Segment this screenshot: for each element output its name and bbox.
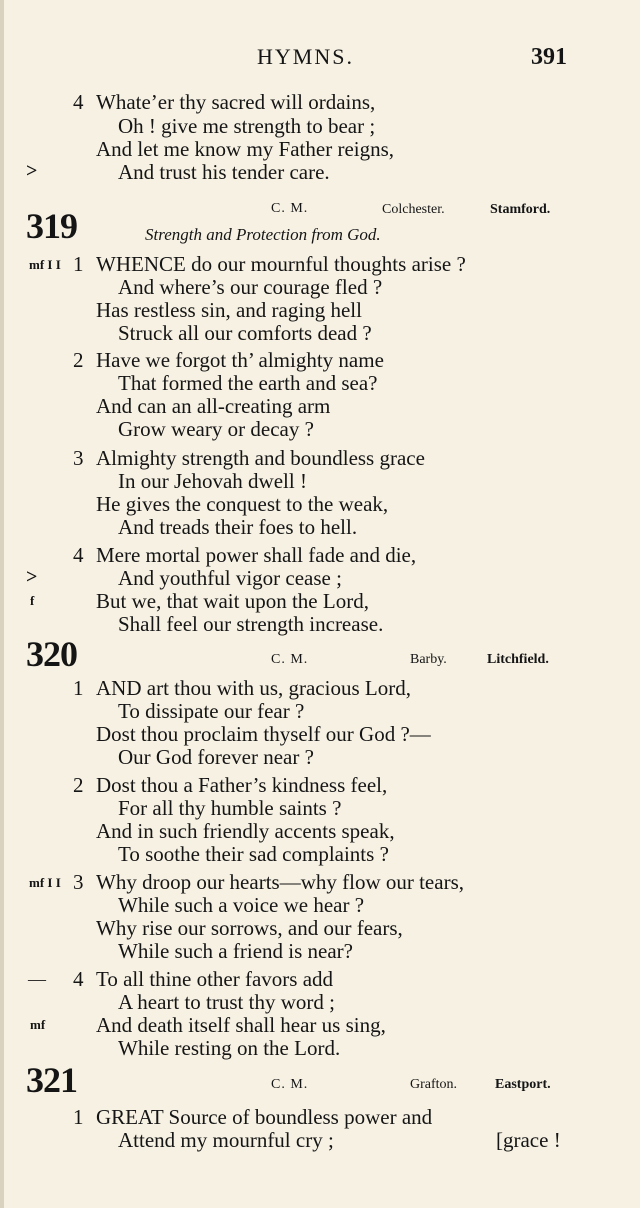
hymn-number: 321 (26, 1060, 77, 1100)
verse-line-rest: art thou with us, gracious Lord, (146, 676, 411, 700)
verse-line: And can an all-creating arm (96, 394, 331, 418)
stanza-number: 4 (73, 90, 84, 114)
dash-mark: — (28, 969, 46, 989)
verse-line: Why rise our sorrows, and our fears, (96, 916, 403, 940)
stanza-number: 2 (73, 348, 84, 372)
verse-line: To all thine other favors add (96, 967, 334, 991)
verse-line: That formed the earth and sea? (118, 371, 378, 395)
verse-line: Struck all our comforts dead ? (118, 321, 372, 345)
verse-line: While resting on the Lord. (118, 1036, 341, 1060)
initial-caps: AND (96, 676, 142, 700)
accent-mark: > (26, 160, 38, 182)
tune-name: Barby. (410, 652, 447, 667)
verse-line (96, 1105, 432, 1130)
verse-line: And death itself shall hear us sing, (96, 1013, 386, 1037)
verse-line (96, 676, 411, 701)
verse-line-rest: Source of boundless power and (168, 1105, 433, 1129)
tune-name: Colchester. (382, 202, 445, 217)
initial-caps: WHENCE (96, 252, 186, 276)
tune-name: Grafton. (410, 1077, 458, 1092)
verse-line: Has restless sin, and raging hell (96, 298, 362, 322)
verse-line: While such a friend is near? (118, 939, 353, 963)
verse-line: Shall feel our strength increase. (118, 612, 384, 636)
initial-caps: GREAT (96, 1105, 164, 1129)
stanza-number: 3 (73, 870, 84, 894)
stanza-number: 4 (73, 967, 84, 991)
verse-line: For all thy humble saints ? (118, 796, 342, 820)
verse-line: He gives the conquest to the weak, (96, 492, 389, 516)
verse-line-rest: do our mournful thoughts arise ? (191, 252, 466, 276)
stanza-number: 2 (73, 773, 84, 797)
repeat-mark: I I (47, 257, 61, 272)
verse-line: In our Jehovah dwell ! (118, 469, 307, 493)
running-title: HYMNS. (257, 44, 354, 69)
verse-line: And youthful vigor cease ; (118, 566, 342, 590)
dynamic-text: mf (29, 875, 45, 890)
verse-line: And let me know my Father reigns, (96, 137, 395, 161)
verse-line: To soothe their sad complaints ? (118, 842, 389, 866)
verse-line: Our God forever near ? (118, 745, 314, 769)
dynamic-mark (29, 875, 61, 891)
verse-line: Dost thou a Father’s kindness feel, (96, 773, 388, 797)
verse-line: But we, that wait upon the Lord, (96, 589, 369, 613)
verse-line: Whate’er thy sacred will ordains, (96, 90, 376, 114)
hymn-number: 319 (26, 206, 77, 246)
verse-line: Almighty strength and boundless grace (96, 446, 425, 470)
verse-line: While such a voice we hear ? (118, 893, 365, 917)
tune-name: Eastport. (495, 1077, 551, 1092)
verse-line: And trust his tender care. (118, 160, 330, 184)
hymn-meter: C. M. (271, 652, 309, 667)
verse-line: Dost thou proclaim thyself our God ?— (96, 722, 431, 746)
verse-line: Grow weary or decay ? (118, 417, 314, 441)
accent-mark: > (26, 566, 38, 588)
verse-line: A heart to trust thy word ; (118, 990, 335, 1014)
verse-line: To dissipate our fear ? (118, 699, 305, 723)
hymn-number: 320 (26, 634, 77, 674)
verse-line: Why droop our hearts—why flow our tears, (96, 870, 464, 894)
stanza-number: 3 (73, 446, 84, 470)
dynamic-text: mf (29, 257, 45, 272)
verse-line: Oh ! give me strength to bear ; (118, 114, 376, 138)
verse-line: Have we forgot th’ almighty name (96, 348, 384, 372)
stanza-number: 1 (73, 676, 84, 700)
tune-name: Litchfield. (487, 652, 549, 667)
stanza-number: 4 (73, 543, 84, 567)
verse-line: Attend my mournful cry ; (118, 1128, 334, 1152)
verse-line: Mere mortal power shall fade and die, (96, 543, 417, 567)
hymn-meter: C. M. (271, 201, 309, 216)
verse-line: And in such friendly accents speak, (96, 819, 395, 843)
turnover-text: [grace ! (496, 1128, 561, 1152)
stanza-number: 1 (73, 252, 84, 276)
page-edge (0, 0, 4, 1208)
tune-name: Stamford. (490, 202, 551, 217)
page-number: 391 (531, 44, 567, 70)
verse-line: And treads their foes to hell. (118, 515, 358, 539)
dynamic-mark: f (30, 593, 35, 608)
hymn-subtitle: Strength and Protection from God. (145, 225, 381, 244)
repeat-mark: I I (47, 875, 61, 890)
hymn-meter: C. M. (271, 1077, 309, 1092)
verse-line (96, 252, 466, 277)
stanza-number: 1 (73, 1105, 84, 1129)
dynamic-mark: mf (30, 1017, 46, 1032)
verse-line: And where’s our courage fled ? (118, 275, 383, 299)
dynamic-mark (29, 257, 61, 273)
